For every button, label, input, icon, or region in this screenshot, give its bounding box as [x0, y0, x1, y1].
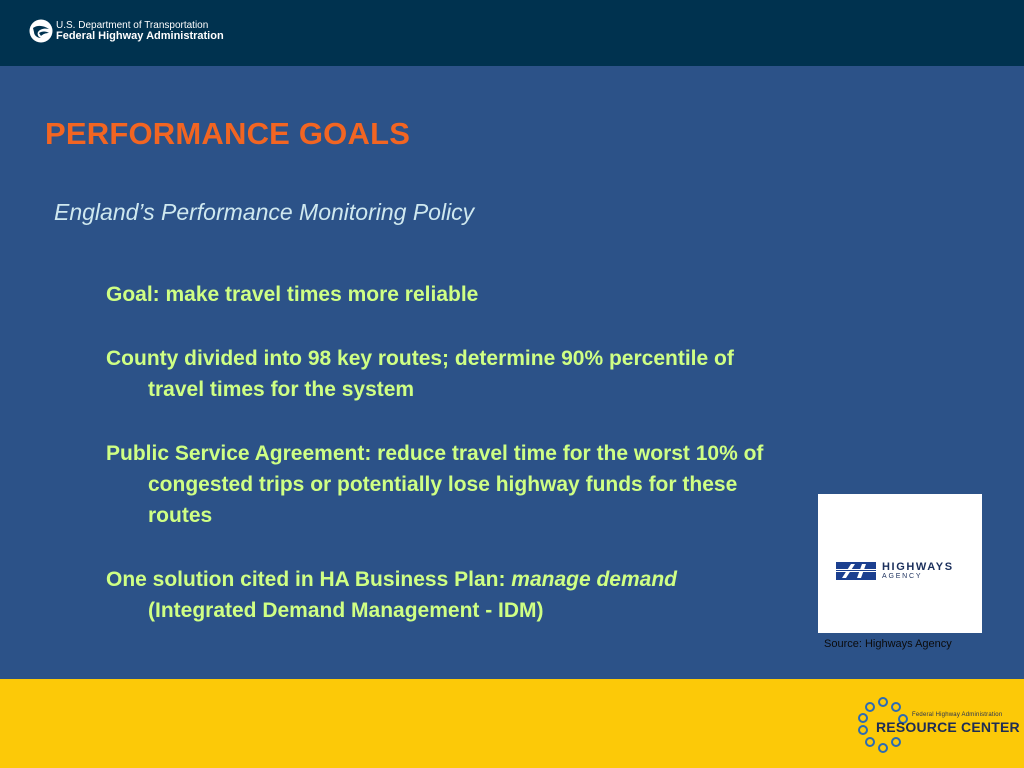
- bullet-item: County divided into 98 key routes; determine 90% percentile of travel times for the system: [106, 347, 734, 401]
- highways-agency-mark-icon: [836, 562, 876, 580]
- slide-subtitle: England’s Performance Monitoring Policy: [54, 199, 475, 225]
- bullet-item: Public Service Agreement: reduce travel time for the worst 10% of congested trips or potentially lose highway funds for these routes: [106, 442, 764, 527]
- bullet-emphasis: manage demand: [511, 568, 677, 591]
- slide-title: PERFORMANCE GOALS: [45, 116, 411, 151]
- dot-eagle-logo-icon: [29, 19, 53, 43]
- resource-center-agency: Federal Highway Administration: [912, 712, 1003, 718]
- image-source-caption: Source: Highways Agency: [824, 638, 952, 650]
- bullet-text: One solution cited in HA Business Plan:: [106, 568, 512, 591]
- agency-line-2: Federal Highway Administration: [56, 30, 224, 42]
- bullet-list: [106, 279, 786, 659]
- bullet-item: Goal: make travel times more reliable: [106, 283, 479, 306]
- resource-center-name: RESOURCE CENTER: [876, 719, 1020, 735]
- highways-agency-logo-image: [818, 494, 982, 633]
- header-bar: [0, 0, 1024, 66]
- agency-line-1: U.S. Department of Transportation: [56, 20, 209, 31]
- highways-agency-name: HIGHWAYS: [882, 561, 954, 573]
- agency-name: [56, 20, 224, 42]
- highways-agency-sub: AGENCY: [882, 573, 923, 580]
- bullet-item: [106, 564, 786, 626]
- bullet-text: (Integrated Demand Management - IDM): [148, 599, 544, 622]
